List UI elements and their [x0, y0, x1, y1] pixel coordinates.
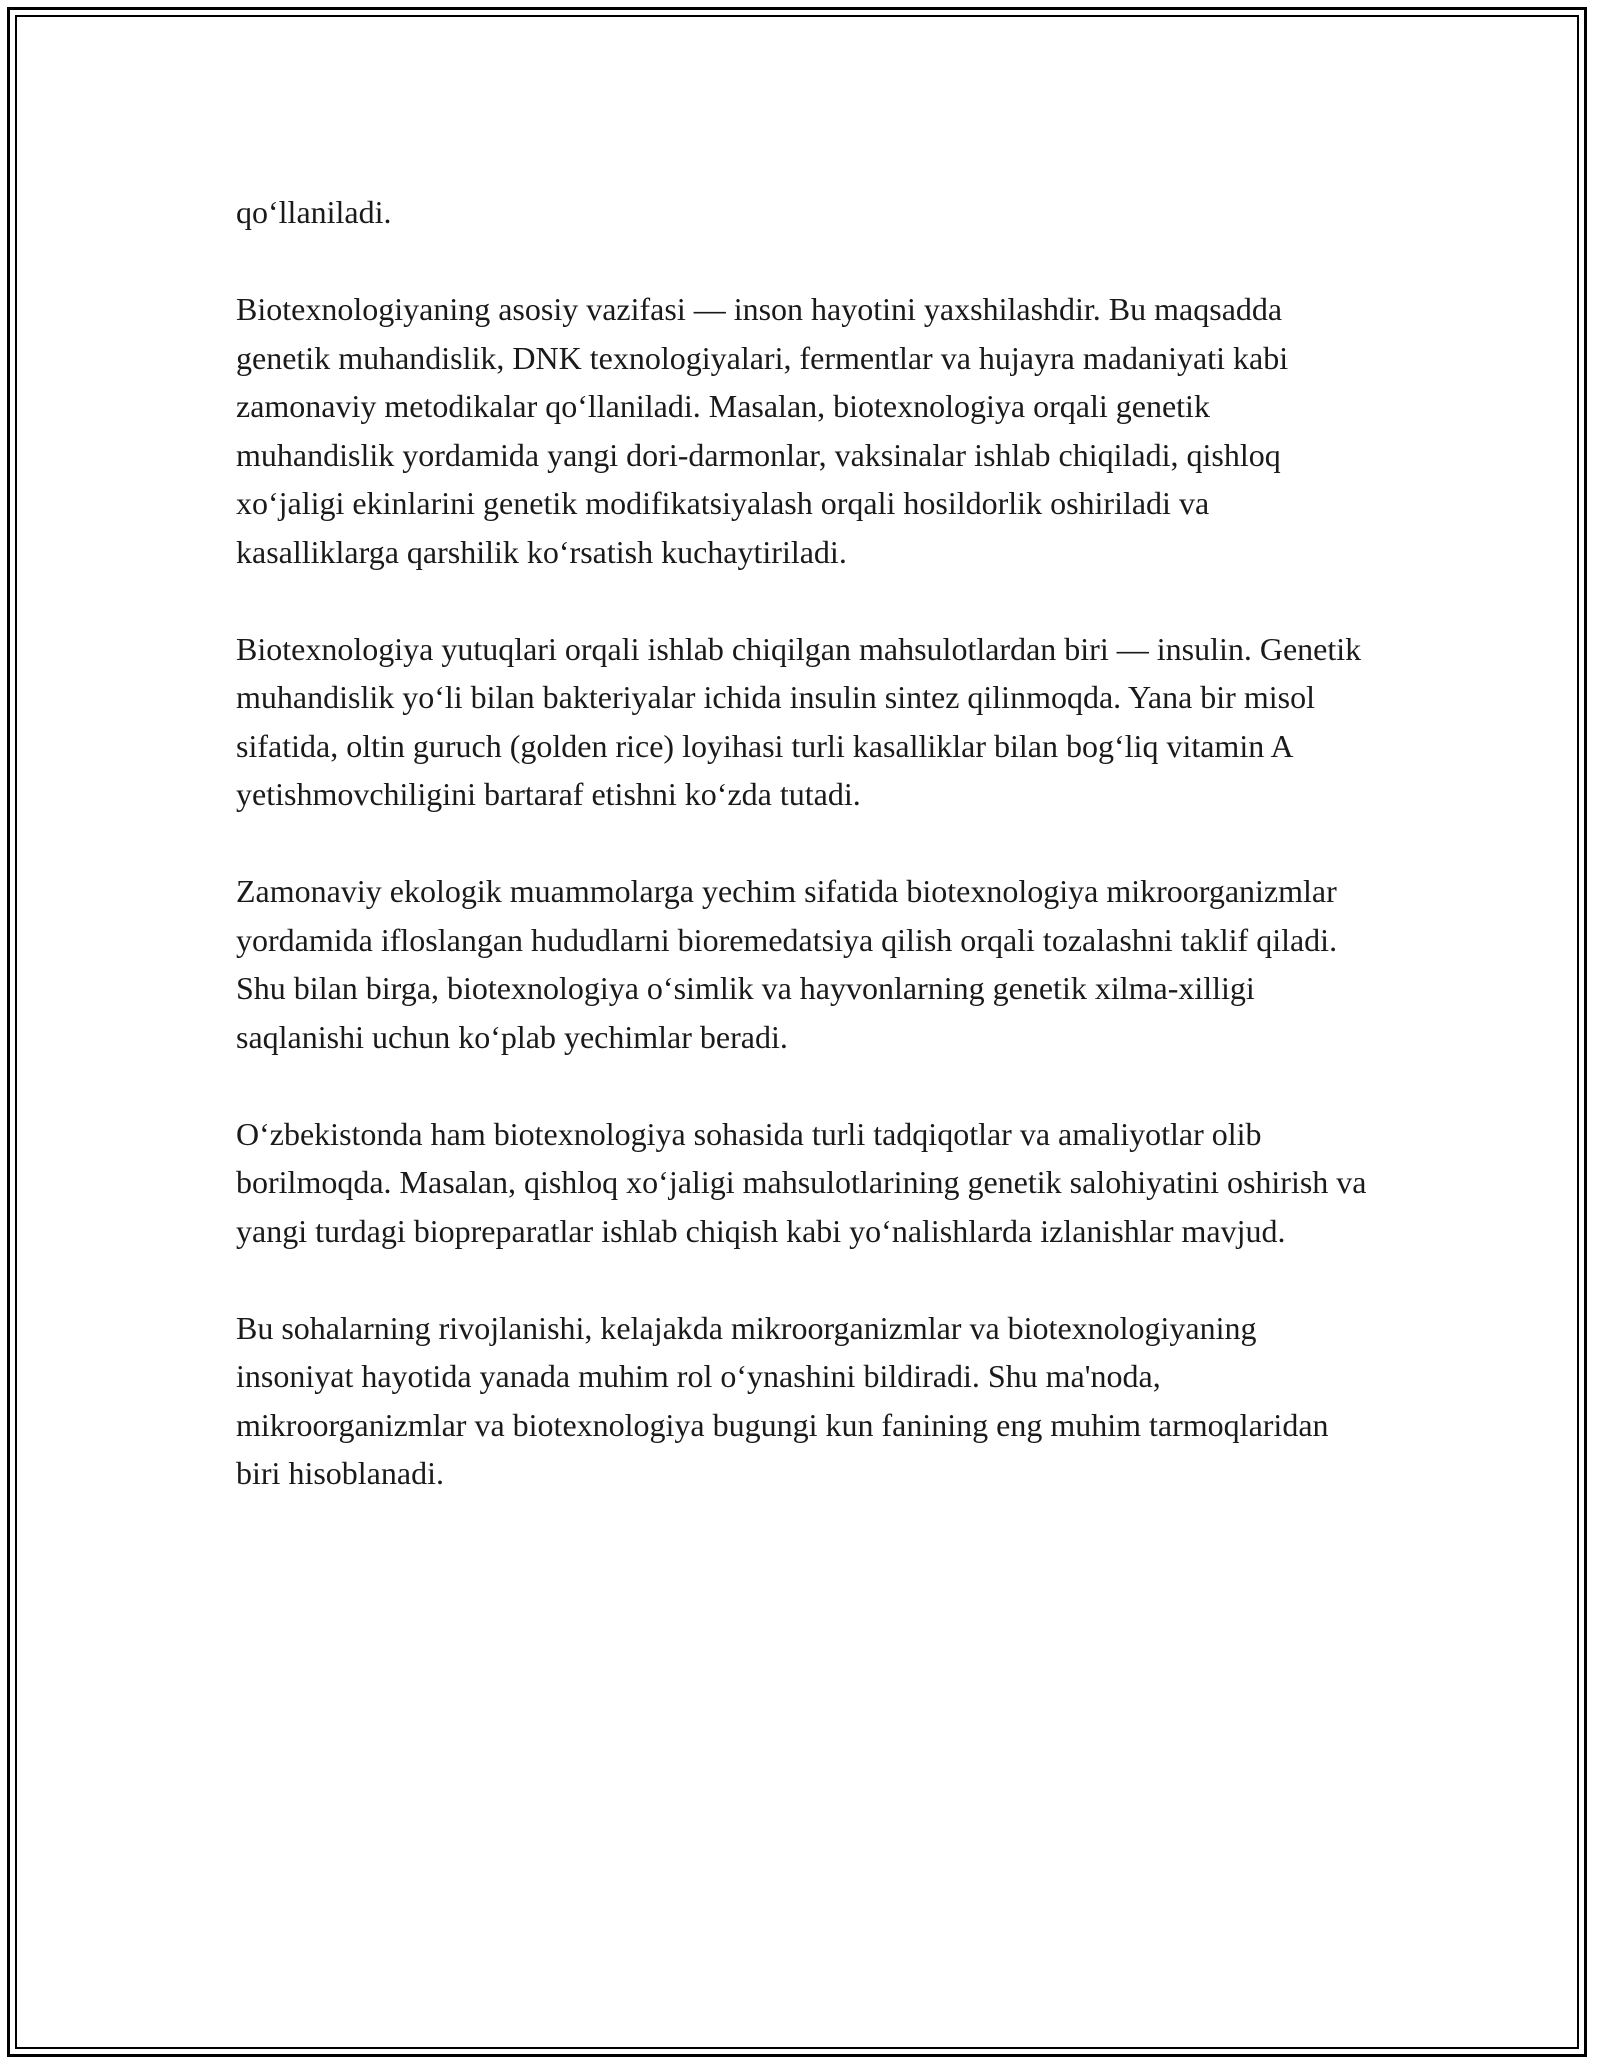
paragraph-uzbekistan-research: O‘zbekistonda ham biotexnologiya sohasida turli tadqiqotlar va amaliyotlar olib borilmoqda. Masalan, qishloq xo‘jaligi mahsulotlarining genetik salohiyatini oshirish va yangi turdagi biopreparatlar ishlab chiqish kabi yo‘nalishlarda izlanishlar mavjud.: [236, 1115, 1367, 1249]
paragraph-biotech-purpose: Biotexnologiyaning asosiy vazifasi — inson hayotini yaxshilashdir. Bu maqsadda genetik muhandislik, DNK texnologiyalari, fermentlar va hujayra madaniyati kabi zamonaviy metodikalar qo‘llaniladi. Masalan, biotexnologiya orqali genetik muhandislik yordamida yangi dori-darmonlar, vaksinalar ishlab chiqiladi, qishloq xo‘jaligi ekinlarini genetik modifikatsiyalash orqali hosildorlik oshiriladi va kasalliklarga qarshilik ko‘rsatish kuchaytiriladi.: [236, 291, 1289, 570]
document-body: [236, 188, 1376, 1546]
paragraph-continuation: qo‘llaniladi.: [236, 194, 392, 230]
paragraph-conclusion: Bu sohalarning rivojlanishi, kelajakda mikroorganizmlar va biotexnologiyaning insoniyat hayotida yanada muhim rol o‘ynashini bildiradi. Shu ma'noda, mikroorganizmlar va biotexnologiya bugungi kun fanining eng muhim tarmoqlaridan biri hisoblanadi.: [236, 1309, 1329, 1491]
paragraph-insulin-golden-rice: Biotexnologiya yutuqlari orqali ishlab chiqilgan mahsulotlardan biri — insulin. Genetik muhandislik yo‘li bilan bakteriyalar ichida insulin sintez qilinmoqda. Yana bir misol sifatida, oltin guruch (golden rice) loyihasi turli kasalliklar bilan bog‘liq vitamin A yetishmovchiligini bartaraf etishni ko‘zda tutadi.: [236, 630, 1362, 812]
paragraph-ecology-bioremediation: Zamonaviy ekologik muammolarga yechim sifatida biotexnologiya mikroorganizmlar yordamida ifloslangan hududlarni bioremedatsiya qilish orqali tozalashni taklif qiladi. Shu bilan birga, biotexnologiya o‘simlik va hayvonlarning genetik xilma-xilligi saqlanishi uchun ko‘plab yechimlar beradi.: [236, 873, 1338, 1055]
